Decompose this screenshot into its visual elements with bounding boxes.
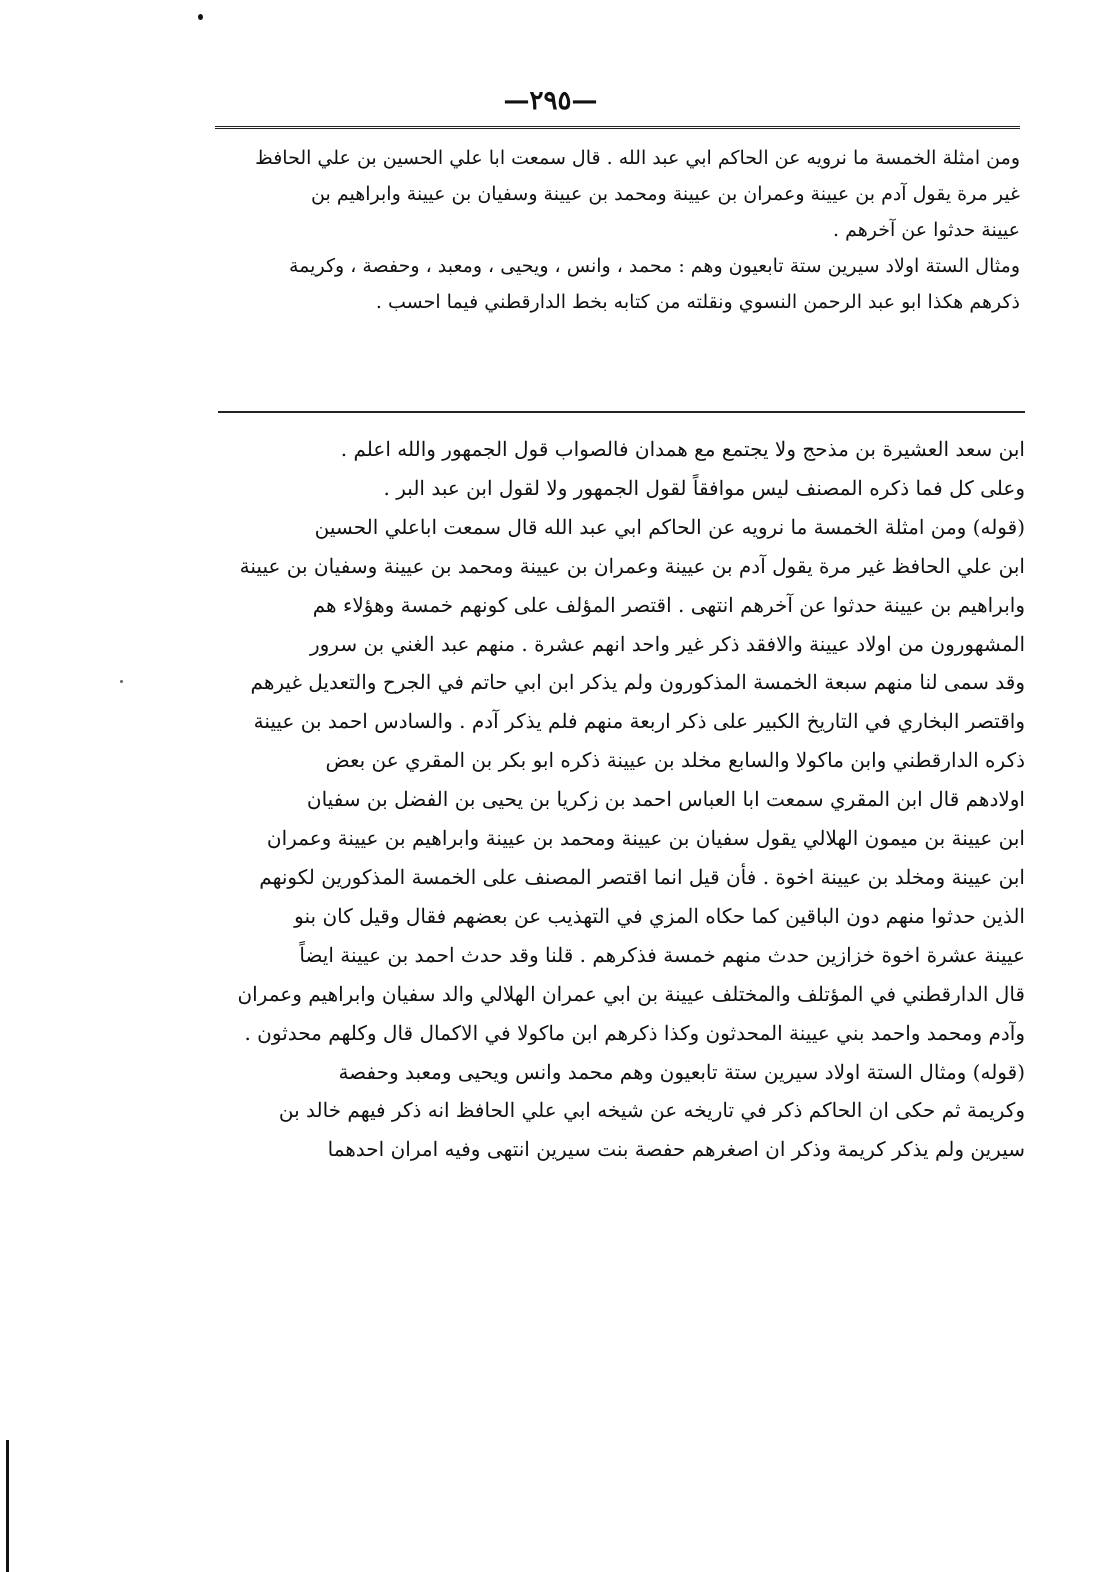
commentary-line: الذين حدثوا منهم دون الباقين كما حكاه المزي في التهذيب عن بعضهم فقال وقيل كان بنو	[294, 903, 1025, 928]
commentary-line: سيرين ولم يذكر كريمة وذكر ان اصغرهم حفصة بنت سيرين انتهى وفيه امران احدهما	[327, 1137, 1025, 1162]
scan-margin-bar	[6, 1440, 9, 1572]
commentary-line: وعلى كل فما ذكره المصنف ليس موافقاً لقول الجمهور ولا لقول ابن عبد البر .	[383, 475, 1025, 500]
commentary-line: وآدم ومحمد واحمد بني عيينة المحدثون وكذا ذكرهم ابن ماكولا في الاكمال قال وكلهم محدثون .	[244, 1020, 1025, 1045]
main-text	[212, 140, 1020, 320]
separator-rule	[218, 411, 1025, 413]
commentary-line: وقد سمى لنا منهم سبعة الخمسة المذكورون ولم يذكر ابن ابي حاتم في الجرح والتعديل غيرهم	[250, 670, 1025, 695]
page-number: —٢٩٥—	[503, 86, 598, 116]
commentary-line: (قوله) ومثال الستة اولاد سيرين ستة تابعيون وهم محمد وانس ويحيى ومعبد وحفصة	[338, 1059, 1025, 1084]
commentary-line: ذكره الدارقطني وابن ماكولا والسابع مخلد بن عيينة ذكره ابو بكر بن المقري عن بعض	[325, 748, 1025, 773]
ink-dot	[198, 14, 203, 20]
commentary-line: اولادهم قال ابن المقري سمعت ابا العباس احمد بن زكريا بن يحيى بن الفضل بن سفيان	[306, 787, 1025, 812]
main-text-line: ومن امثلة الخمسة ما نرويه عن الحاكم ابي عبد الله . قال سمعت ابا علي الحسين بن علي الحافظ	[255, 147, 1020, 169]
main-text-line: ومثال الستة اولاد سيرين ستة تابعيون وهم : محمد ، وانس ، ويحيى ، ومعبد ، وحفصة ، وكريمة	[289, 255, 1020, 277]
top-rule	[215, 126, 1020, 129]
commentary-line: وابراهيم بن عيينة حدثوا عن آخرهم انتهى . اقتصر المؤلف على كونهم خمسة وهؤلاء هم	[312, 592, 1025, 617]
main-text-line: ذكرهم هكذا ابو عبد الرحمن النسوي ونقلته من كتابه بخط الدارقطني فيما احسب .	[375, 291, 1020, 313]
commentary-line: واقتصر البخاري في التاريخ الكبير على ذكر اربعة منهم فلم يذكر آدم . والسادس احمد بن عيينة	[253, 709, 1025, 734]
commentary-line: وكريمة ثم حكى ان الحاكم ذكر في تاريخه عن شيخه ابي علي الحافظ انه ذكر فيهم خالد بن	[278, 1098, 1025, 1123]
commentary-line: ابن عيينة بن ميمون الهلالي يقول سفيان بن عيينة ومحمد بن عيينة وابراهيم بن عيينة وعمران	[266, 826, 1025, 851]
commentary-line: (قوله) ومن امثلة الخمسة ما نرويه عن الحاكم ابي عبد الله قال سمعت اباعلي الحسين	[314, 514, 1025, 539]
scan-speck	[120, 680, 123, 683]
commentary-line: قال الدارقطني في المؤتلف والمختلف عيينة بن ابي عمران الهلالي والد سفيان وابراهيم وعمران	[237, 981, 1025, 1006]
commentary-text	[215, 430, 1025, 1169]
commentary-line: عيينة عشرة اخوة خزازين حدث منهم خمسة فذكرهم . قلنا وقد حدث احمد بن عيينة ايضاً	[299, 942, 1025, 967]
main-text-line: عيينة حدثوا عن آخرهم .	[833, 219, 1020, 241]
commentary-line: ابن عيينة ومخلد بن عيينة اخوة . فأن قيل انما اقتصر المصنف على الخمسة المذكورين لكونهم	[259, 864, 1025, 889]
commentary-line: ابن سعد العشيرة بن مذحج ولا يجتمع مع همدان فالصواب قول الجمهور والله اعلم .	[340, 437, 1025, 461]
commentary-line: المشهورون من اولاد عيينة والافقد ذكر غير واحد انهم عشرة . منهم عبد الغني بن سرور	[309, 631, 1025, 656]
commentary-line: ابن علي الحافظ غير مرة يقول آدم بن عيينة وعمران بن عيينة ومحمد بن عيينة وسفيان بن عيينة	[239, 553, 1025, 578]
main-text-line: غير مرة يقول آدم بن عيينة وعمران بن عيينة ومحمد بن عيينة وسفيان بن عيينة وابراهيم بن	[311, 183, 1020, 205]
